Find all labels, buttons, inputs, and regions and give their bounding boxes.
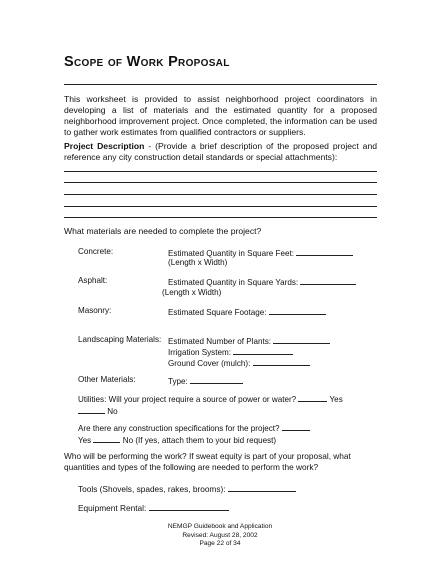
asphalt-quantity-field[interactable] (300, 276, 356, 285)
page-title: Scope of Work Proposal (64, 54, 230, 70)
plants-field[interactable] (273, 335, 330, 344)
tools-label: Tools (Shovels, spades, rakes, brooms): (78, 484, 226, 494)
title-rule (64, 84, 377, 85)
other-materials-label: Other Materials: (78, 375, 136, 384)
irrigation-label: Irrigation System: (168, 348, 231, 357)
concrete-note: (Length x Width) (168, 258, 228, 267)
specifications-yes-label: Yes (78, 436, 92, 445)
irrigation-row (168, 346, 293, 357)
description-line[interactable] (64, 171, 377, 172)
utilities-text: Utilities: Will your project require a source of power or water? (78, 395, 297, 404)
asphalt-label: Asphalt: (78, 276, 108, 285)
equipment-row (78, 502, 229, 513)
materials-question: What materials are needed to complete the project? (64, 226, 262, 236)
footer-page-number: Page 22 of 34 (199, 540, 241, 547)
footer-revised: Revised: August 28, 2002 (182, 531, 258, 539)
specifications-no-label: No (If yes, attach them to your bid request) (122, 436, 277, 445)
utilities-yes-field[interactable] (298, 393, 327, 402)
description-line[interactable] (64, 206, 377, 207)
specifications-yes-field[interactable] (93, 434, 120, 443)
project-description-text: - (Provide a brief description of the proposed project and reference any city construction detail standards or special attachments): (64, 141, 378, 162)
masonry-label: Masonry: (78, 306, 112, 315)
ground-cover-label: Ground Cover (mulch): (168, 359, 251, 368)
ground-cover-row (168, 357, 310, 368)
utilities-no-field[interactable] (78, 405, 105, 414)
asphalt-quantity-row (168, 276, 356, 287)
tools-field[interactable] (228, 483, 296, 492)
plants-label: Estimated Number of Plants: (168, 337, 272, 346)
masonry-footage-label: Estimated Square Footage: (168, 308, 267, 317)
specifications-text: Are there any construction specifications for the project? (78, 424, 280, 433)
irrigation-field[interactable] (233, 346, 293, 355)
sweat-equity-question: Who will be performing the work? If sweat equity is part of your proposal, what quantities and types of the following are needed to perform the work? (64, 451, 351, 472)
utilities-question (78, 393, 378, 417)
specifications-field[interactable] (282, 422, 310, 431)
plants-row (168, 335, 330, 346)
asphalt-note: (Length x Width) (162, 288, 222, 297)
asphalt-quantity-label: Estimated Quantity in Square Yards: (168, 278, 299, 287)
footer-guidebook: NEMGP Guidebook and Application (167, 523, 273, 530)
equipment-field[interactable] (149, 502, 229, 511)
other-type-row (168, 375, 243, 386)
description-line[interactable] (64, 182, 377, 183)
concrete-quantity-field[interactable] (296, 247, 353, 256)
utilities-yes-label: Yes (329, 395, 343, 404)
other-type-label: Type: (168, 377, 188, 386)
specifications-question (78, 422, 378, 446)
description-line[interactable] (64, 194, 377, 195)
other-type-field[interactable] (190, 375, 243, 384)
landscaping-label: Landscaping Materials: (78, 335, 162, 344)
project-description (64, 141, 377, 163)
concrete-label: Concrete: (78, 247, 114, 256)
masonry-footage-field[interactable] (269, 306, 326, 315)
tools-row (78, 483, 296, 494)
description-line[interactable] (64, 217, 377, 218)
footer (0, 523, 440, 549)
equipment-label: Equipment Rental: (78, 503, 147, 513)
intro-paragraph: This worksheet is provided to assist neighborhood project coordinators in developing a list of materials and the estimated quantity for a proposed neighborhood improvement project. Once completed, the information can be used to gather work estimates from qualified contractors or suppliers. (64, 94, 377, 137)
concrete-quantity-label: Estimated Quantity in Square Feet: (168, 249, 294, 258)
utilities-no-label: No (107, 407, 118, 416)
concrete-quantity-row (168, 247, 353, 258)
project-description-label: Project Description (64, 141, 145, 151)
ground-cover-field[interactable] (253, 357, 310, 366)
masonry-footage-row (168, 306, 326, 317)
